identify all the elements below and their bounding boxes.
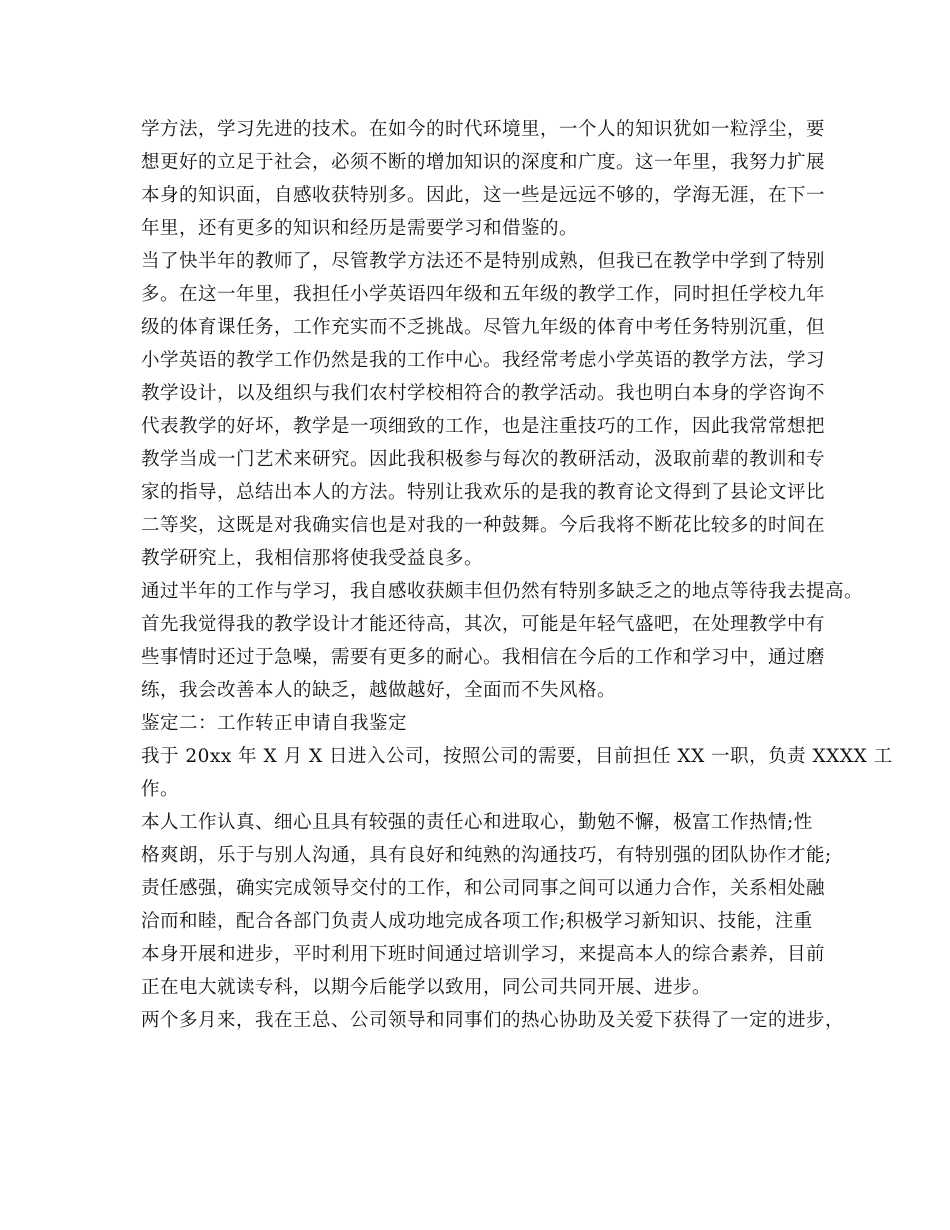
text-line-17: 些事情时还过于急噪，需要有更多的耐心。我相信在今后的工作和学习中，通过磨 bbox=[141, 647, 826, 668]
text-line-9: 教学设计，以及组织与我们农村学校相符合的教学活动。我也明白本身的学咨询不 bbox=[141, 383, 826, 404]
text-line-27: 正在电大就读专科，以期今后能学以致用，同公司共同开展、进步。 bbox=[141, 977, 712, 998]
text-line-2: 想更好的立足于社会，必须不断的增加知识的深度和广度。这一年里，我努力扩展 bbox=[141, 152, 826, 173]
text-line-20: 我于 20xx 年 X 月 X 日进入公司，按照公司的需要，目前担任 XX 一职，负责 XXXX 工 bbox=[141, 746, 893, 767]
text-line-8: 小学英语的教学工作仍然是我的工作中心。我经常考虑小学英语的教学方法，学习 bbox=[141, 350, 826, 371]
text-line-11: 教学当成一门艺术来研究。因此我积极参与每次的教研活动，汲取前辈的教训和专 bbox=[141, 449, 826, 470]
text-line-12: 家的指导，总结出本人的方法。特别让我欢乐的是我的教育论文得到了县论文评比 bbox=[141, 482, 826, 503]
text-line-6: 多。在这一年里，我担任小学英语四年级和五年级的教学工作，同时担任学校九年 bbox=[141, 284, 826, 305]
text-line-22: 本人工作认真、细心且具有较强的责任心和进取心，勤勉不懈，极富工作热情;性 bbox=[141, 812, 813, 833]
section-heading: 鉴定二：工作转正申请自我鉴定 bbox=[141, 713, 408, 734]
text-line-25: 洽而和睦，配合各部门负责人成功地完成各项工作;积极学习新知识、技能，注重 bbox=[141, 911, 813, 932]
text-line-18: 练，我会改善本人的缺乏，越做越好，全面而不失风格。 bbox=[141, 680, 617, 701]
text-line-23: 格爽朗，乐于与别人沟通，具有良好和纯熟的沟通技巧，有特别强的团队协作才能; bbox=[141, 845, 832, 866]
text-line-1: 学方法，学习先进的技术。在如今的时代环境里，一个人的知识犹如一粒浮尘，要 bbox=[141, 119, 826, 140]
text-line-7: 级的体育课任务，工作充实而不乏挑战。尽管九年级的体育中考任务特别沉重，但 bbox=[141, 317, 826, 338]
text-line-5: 当了快半年的教师了，尽管教学方法还不是特别成熟，但我已在教学中学到了特别 bbox=[141, 251, 826, 272]
text-line-21: 作。 bbox=[141, 779, 180, 800]
text-line-13: 二等奖，这既是对我确实信也是对我的一种鼓舞。今后我将不断花比较多的时间在 bbox=[141, 515, 826, 536]
text-line-28: 两个多月来，我在王总、公司领导和同事们的热心协助及关爱下获得了一定的进步， bbox=[141, 1010, 845, 1031]
text-line-26: 本身开展和进步，平时利用下班时间通过培训学习，来提高本人的综合素养，目前 bbox=[141, 944, 826, 965]
text-line-3: 本身的知识面，自感收获特别多。因此，这一些是远远不够的，学海无涯，在下一 bbox=[141, 185, 826, 206]
document-body bbox=[141, 113, 893, 1037]
text-line-10: 代表教学的好坏，教学是一项细致的工作，也是注重技巧的工作，因此我常常想把 bbox=[141, 416, 826, 437]
text-line-14: 教学研究上，我相信那将使我受益良多。 bbox=[141, 548, 484, 569]
text-line-24: 责任感强，确实完成领导交付的工作，和公司同事之间可以通力合作，关系相处融 bbox=[141, 878, 826, 899]
text-line-4: 年里，还有更多的知识和经历是需要学习和借鉴的。 bbox=[141, 218, 579, 239]
text-line-16: 首先我觉得我的教学设计才能还待高，其次，可能是年轻气盛吧，在处理教学中有 bbox=[141, 614, 826, 635]
text-line-15: 通过半年的工作与学习，我自感收获颇丰但仍然有特别多缺乏之的地点等待我去提高。 bbox=[141, 581, 864, 602]
